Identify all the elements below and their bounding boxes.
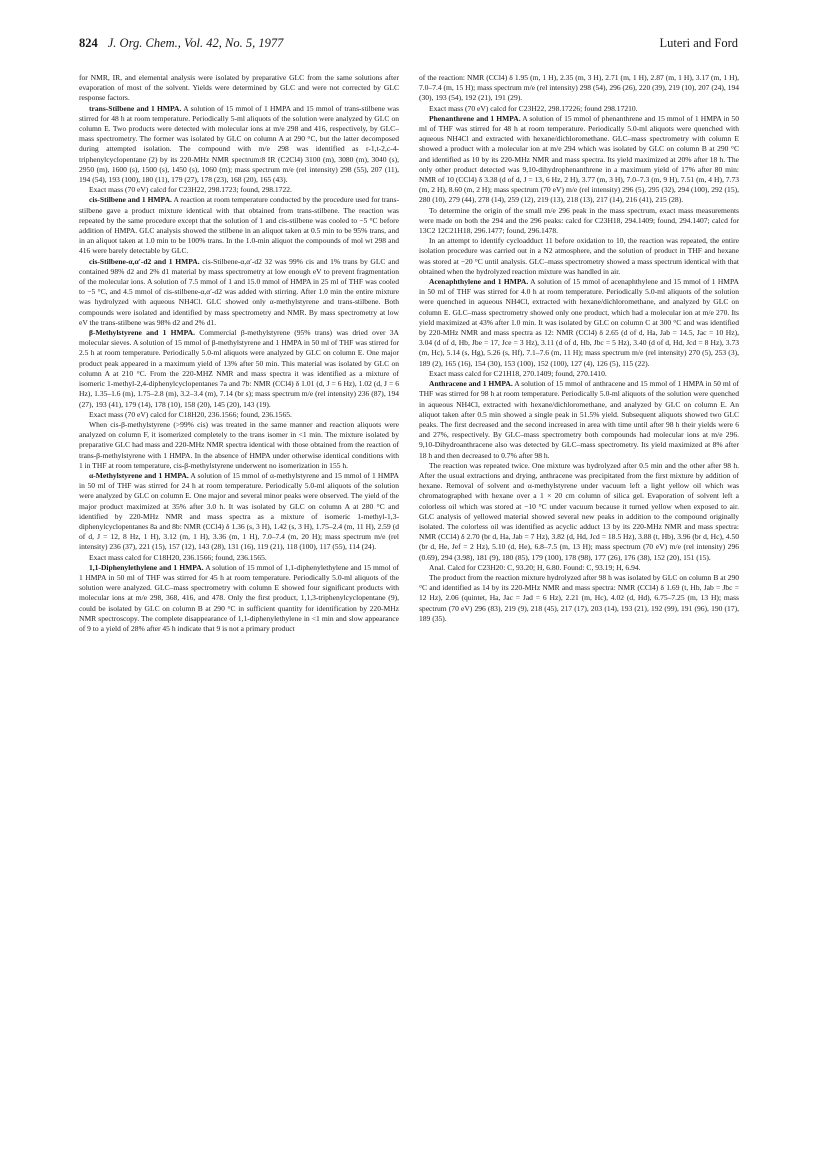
- paragraph-text: A solution of 15 mmol of anthracene and 15 mmol of 1 HMPA in 50 ml of THF was stirred for 98 h at room temperature. Periodically 5.0-ml aliquots of the solution were quenched in aqueous NH4Cl, extracted with hexane/dichloromethane, and analyzed by GLC on column E. An aliquot taken after 0.5 min showed a single peak in 51.5% yield. Subsequent aliquots showed two GLC peaks. The first decreased and the second increased in area with time until after 98 h their yields were 6 and 27%, respectively. By GLC–mass spectrometry both compounds had molecular ions at m/e 296. 9,10-Dihydroanthracene also was detected by GLC–mass spectrometry. Its yield maximized at 8% after 18 h and then decreased to 0.7% after 98 h.: [419, 379, 739, 460]
- paragraph-text: cis-Stilbene-α,α′-d2 32 was 99% cis and 1% trans by GLC and contained 98% d2 and 2% d1 material by mass spectrometry at low enough eV to prevent fragmentation of the molecular ions. A solution of 7.5 mmol of 1 and 15.0 mmol of HMPA in 25 ml of THF was cooled to −5 °C, and 4.5 mmol of cis-stilbene-α,α′-d2 was added with stirring. After 1.0 min the entire mixture was hydrolyzed with aqueous NH4Cl. GLC showed only α-methylstyrene and trans-stilbene. Both compounds were isolated and identified by mass spectrometry and NMR. By mass spectrometry at low eV the trans-stilbene was 98% d2 and 2% d1.: [79, 256, 400, 327]
- section-heading: β-Methylstyrene and 1 HMPA.: [89, 328, 196, 338]
- section-heading: Phenanthrene and 1 HMPA.: [429, 113, 521, 123]
- paragraph-text: A solution of 15 mmol of acenaphthylene and 15 mmol of 1 HMPA in 50 ml of THF was stirred for 4.0 h at room temperature. Periodically 5.0-ml aliquots of the solution were quenched in aqueous NH4Cl, extracted with hexane/dichloromethane, and analyzed by GLC on column E. GLC–mass spectrometry showed only one product, which had a molecular ion at m/e 270. Its yield maximized at 43% after 1.0 min. It was isolated by GLC on column C at 300 °C and was identified by 220-MHz NMR and mass spectra as 12: NMR (CCl4) δ 2.65 (d of d, Ha, Jab = 14.5, Jac = 10 Hz), 3.04 (d of d, Hb, Jbe = 17, Jce = 3 Hz), 3.11 (d of d, Hb, Jbc = 5 Hz), 3.40 (d of d, Hd, Jcd = 8 Hz), 3.73 (m, Hc), 5.14 (s, Hg), 5.26 (s, Hf), 7.1–7.6 (m, 11 H); mass spectrum m/e (rel intensity) 270 (5), 253 (3), 189 (2), 165 (16), 154 (30), 153 (100), 152 (100), 127 (4), 126 (5), 115 (22).: [419, 277, 739, 368]
- paragraph-text: for NMR, IR, and elemental analysis were isolated by preparative GLC from the same solutions after evaporation of most of the solvent. Yields were determined by GLC and were not corrected by GLC response factors.: [79, 73, 399, 103]
- paragraph-text: A reaction at room temperature conducted by the procedure used for trans-stilbene gave a product mixture identical with that obtained from trans-stilbene. The reaction was repeated by the same procedure except that the solution of 1 and cis-stilbene was cooled to −5 °C before addition of HMPA. GLC analysis showed the stilbene in an aliquot taken at 0.5 min to be 95% trans, and in an aliquot taken at 1.0 min to be 100% trans. In the 1.0-min aliquot the compounds of mol wt 298 and 416 were barely detectable by GLC.: [79, 195, 399, 256]
- paragraph-text: In an attempt to identify cycloadduct 11 before oxidation to 10, the reaction was repeated, the entire isolation procedure was carried out in a N2 atmosphere, and the solution of product in THF and hexane was stored at −20 °C until analysis. GLC–mass spectrometry showed a mass spectrum identical with that obtained when the hydrolyzed reaction mixture was handled in air.: [419, 236, 739, 276]
- paragraph: [419, 73, 739, 104]
- header-left: [79, 36, 283, 51]
- journal-citation: J. Org. Chem., Vol. 42, No. 5, 1977: [107, 36, 284, 50]
- paragraph-text: Commercial β-methylstyrene (95% trans) was dried over 3A molecular sieves. A solution of 15 mmol of β-methylstyrene and 1 HMPA in 50 ml of THF was stirred for 2.5 h at room temperature. Periodically 5.0-ml aliquots were analyzed by GLC on column E. One major product peak appeared in a maximum yield of 13% after 50 min. This material was isolated by GLC on column A at 210 °C. From the 220-MHZ NMR and mass spectra it was identified as a mixture of isomeric 1-methyl-2,4-diphenylcyclopentanes 7a and 7b: NMR (CCl4) δ 1.01 (d, J = 6 Hz), 1.02 (d, J = 6 Hz), 1.35–1.6 (m), 1.75–2.8 (m), 3.2–3.4 (m), 7.14 (br s); mass spectrum m/e (rel intensity) 236 (87), 194 (27), 193 (41), 179 (14), 178 (10), 158 (20), 145 (20), 143 (19).: [79, 328, 400, 409]
- section-heading: Acenaphthylene and 1 HMPA.: [429, 277, 529, 287]
- paragraph: [79, 104, 399, 186]
- paragraph-text: Exact mass calcd for C21H18, 270.1409; found, 270.1410.: [429, 368, 607, 378]
- paragraph-text: Exact mass (70 eV) calcd for C18H20, 236.1566; found, 236.1565.: [89, 409, 292, 419]
- body-columns: [79, 73, 739, 1143]
- paragraph-text: Exact mass calcd for C18H20, 236.1566; found, 236.1565.: [89, 552, 267, 562]
- paragraph: [419, 563, 739, 573]
- paragraph-text: The reaction was repeated twice. One mixture was hydrolyzed after 0.5 min and the other after 98 h. After the usual extractions and drying, anthracene was precipitated from the first mixture by addition of hexane. Removal of solvent and α-methylstyrene under vacuum left a light yellow oil which was chromatographed with hexane over a 1 × 20 cm column of silica gel. Evaporation of solvent left a colorless oil which was stored at −10 °C under vacuum because it turned yellow when exposed to air. GLC analysis of yellowed material showed several new peaks in addition to the compound originally isolated. The colorless oil was identified as acyclic adduct 13 by its 220-MHz NMR and mass spectra: NMR (CCl4) δ 2.70 (br d, Ha, Jab = 7 Hz), 3.82 (d, Hd, Jcd = 18.5 Hz), 3.88 (t, Hb), 3.96 (br d, Hc), 4.50 (br d, He, Jef = 2 Hz), 5.10 (d, He), 6.8–7.5 (m, 13 H); mass spectrum (70 eV) m/e (rel intensity) 296 (0.69), 294 (3.98), 181 (9), 180 (85), 179 (100), 178 (98), 177 (26), 176 (38), 152 (20), 151 (15).: [419, 460, 739, 562]
- paragraph: [419, 461, 739, 563]
- paragraph-text: of the reaction: NMR (CCl4) δ 1.95 (m, 1 H), 2.35 (m, 3 H), 2.71 (m, 1 H), 2.87 (m, 1 H), 3.17 (m, 1 H), 7.0–7.4 (m, 15 H); mass spectrum m/e (rel intensity) 298 (54), 296 (26), 220 (39), 219 (10), 207 (24), 194 (30), 193 (54), 192 (21), 191 (29).: [419, 73, 739, 103]
- running-authors: Luteri and Ford: [659, 36, 738, 50]
- section-heading: α-Methylstyrene and 1 HMPA.: [89, 470, 189, 480]
- paragraph: [79, 185, 399, 195]
- paragraph: [419, 236, 739, 277]
- section-heading: 1,1-Diphenylethylene and 1 HMPA.: [89, 562, 204, 572]
- paragraph: [79, 328, 399, 410]
- paragraph: [79, 553, 399, 563]
- paragraph: [79, 471, 399, 553]
- right-column: [419, 73, 739, 1143]
- paragraph-text: To determine the origin of the small m/e 296 peak in the mass spectrum, exact mass measurements were made on both the 294 and the 296 peaks: calcd for C23H18, 294.1409; found, 294.1407; calcd for 13C2 12C21H18, 296.1477; found, 296.1478.: [419, 205, 739, 236]
- paragraph-text: Anal. Calcd for C23H20: C, 93.20; H, 6.80. Found: C, 93.19; H, 6.94.: [429, 562, 641, 572]
- paragraph-text: A solution of 15 mmol of 1,1-diphenylethylene and 15 mmol of 1 HMPA in 50 ml of THF was stirred for 45 h at room temperature. Periodically 5.0-ml aliquots of the solution were analyzed. GLC–mass spectrometry with column E showed four significant products with molecular ions at m/e 298, 368, 416, and 478. Only the first product, 1,1,3-triphenylcyclopentane (9), could be isolated by GLC on column B at 290 °C in sufficient quantity for identification by 220-MHz NMR spectroscopy. The complete disappearance of 1,1-diphenylethylene in <1 min and slow appearance of 9 to a yield of 28% after 45 h indicate that 9 is not a primary product: [79, 562, 399, 633]
- section-heading: cis-Stilbene-α,α′-d2 and 1 HMPA.: [89, 256, 200, 266]
- paragraph: [79, 410, 399, 420]
- paragraph: [79, 257, 399, 328]
- paragraph: [79, 195, 399, 256]
- paragraph: [419, 206, 739, 237]
- paragraph-text: A solution of 15 mmol of α-methylstyrene and 15 mmol of 1 HMPA in 50 ml of THF was stirred for 24 h at room temperature. Periodically 5.0-ml aliquots of the solution were analyzed by GLC on column E. One major and several minor peaks were observed. The yield of the major product maximized at 35% after 3.0 h. It was isolated by GLC on column A at 280 °C and identified by 220-MHz NMR and mass spectra as a mixture of isomeric 1-methyl-1,3-diphenylcyclopentanes 8a and 8b: NMR (CCl4) δ 1.36 (s, 3 H), 1.42 (s, 3 H), 1.75–2.4 (m, 11 H), 2.59 (d of d, J = 12, 8 Hz, 1 H), 3.12 (m, 1 H), 3.36 (m, 1 H), 7.0–7.4 (m, 20 H); mass spectrum m/e (rel intensity) 236 (37), 221 (15), 157 (12), 143 (28), 131 (16), 119 (21), 118 (100), 117 (55), 114 (24).: [79, 470, 399, 552]
- paragraph: [79, 563, 399, 634]
- paragraph: [419, 104, 739, 114]
- section-heading: trans-Stilbene and 1 HMPA.: [89, 103, 182, 113]
- paragraph: [419, 573, 739, 624]
- left-column: [79, 73, 399, 1143]
- paragraph: [79, 420, 399, 471]
- paragraph: [419, 114, 739, 206]
- section-heading: cis-Stilbene and 1 HMPA.: [89, 195, 172, 205]
- paragraph-text: Exact mass (70 eV) calcd for C23H22, 298.17226; found 298.17210.: [429, 103, 638, 113]
- paragraph-text: When cis-β-methylstyrene (>99% cis) was treated in the same manner and reaction aliquots were analyzed on column F, it isomerized completely to the trans isomer in <1 min. The mixture isolated by preparative GLC had mass and 220-MHz NMR spectra identical with those obtained from the reaction of trans-β-methylstyrene with 1 HMPA. In the absence of HMPA under otherwise identical conditions with 1 in THF at room temperature, cis-β-methylstyrene underwent no isomerization in 155 h.: [79, 419, 399, 470]
- section-heading: Anthracene and 1 HMPA.: [429, 379, 513, 389]
- paragraph-text: Exact mass (70 eV) calcd for C23H22, 298.1723; found, 298.1722.: [89, 185, 292, 195]
- paragraph: [419, 369, 739, 379]
- paragraph: [79, 73, 399, 104]
- paragraph-text: A solution of 15 mmol of phenanthrene and 15 mmol of 1 HMPA in 50 ml of THF was stirred for 48 h at room temperature. Periodically 5.0-ml aliquots were quenched with aqueous NH4Cl and extracted with hexane/dichloromethane. GLC–mass spectrometry with column E showed a product with a molecular ion at m/e 294 which was isolated by GLC on column B at 290 °C and identified as 10 by its 220-MHz NMR and mass spectra. Its yield maximized at 20% after 18 h. The only other product detected was 9,10-dihydrophenanthrene in a maximum yield of 17% after 80 min: NMR of 10 (CCl4) δ 3.38 (d of d, J = 13, 6 Hz, 2 H), 3.77 (m, 3 H), 7.0–7.3 (m, 9 H), 7.51 (m, 4 H), 7.73 (m, 2 H), 8.60 (m, 2 H); mass spectrum (70 eV) m/e (rel intensity) 296 (5), 295 (32), 294 (100), 292 (15), 280 (10), 279 (44), 278 (14), 259 (12), 219 (13), 218 (13), 217 (14), 216 (41), 215 (28).: [419, 113, 739, 205]
- running-header: [79, 36, 738, 56]
- paragraph-text: A solution of 15 mmol of 1 HMPA and 15 mmol of trans-stilbene was stirred for 48 h at room temperature. Periodically 5-ml aliquots of the solution were analyzed by GLC on column E. Two products were detected with molecular ions at m/e 298 and 416, respectively, by GLC–mass spectrometry. The former was isolated by GLC on column A at 290 °C, but the latter decomposed during attempted isolation. The compound with m/e 298 was identified as r-1,t-2,c-4-triphenylcyclopentane (2) by its 220-MHz NMR spectrum:8 IR (C2Cl4) 3100 (m), 3080 (m), 3040 (s), 2950 (m), 1600 (s), 1500 (s), 1450 (s), 1060 (m); mass spectrum m/e (rel intensity) 298 (55), 207 (11), 194 (54), 193 (100), 180 (11), 179 (27), 178 (23), 168 (20), 165 (43).: [79, 103, 399, 185]
- page-number: 824: [79, 36, 98, 50]
- paragraph-text: The product from the reaction mixture hydrolyzed after 98 h was isolated by GLC on column B at 290 °C and identified as 14 by its 220-MHz NMR and mass spectra: NMR (CCl4) δ 1.69 (t, Hb, Jab = Jbc = 12 Hz), 2.06 (quintet, Ha, Jac = Jad = 6 Hz), 2.21 (m, Hc), 4.02 (d, Hd), 6.75–7.25 (m, 13 H); mass spectrum (70 eV) 296 (83), 219 (9), 218 (45), 217 (17), 203 (14), 193 (21), 192 (99), 191 (96), 190 (17), 189 (35).: [419, 572, 739, 623]
- paragraph: [419, 277, 739, 369]
- paragraph: [419, 379, 739, 461]
